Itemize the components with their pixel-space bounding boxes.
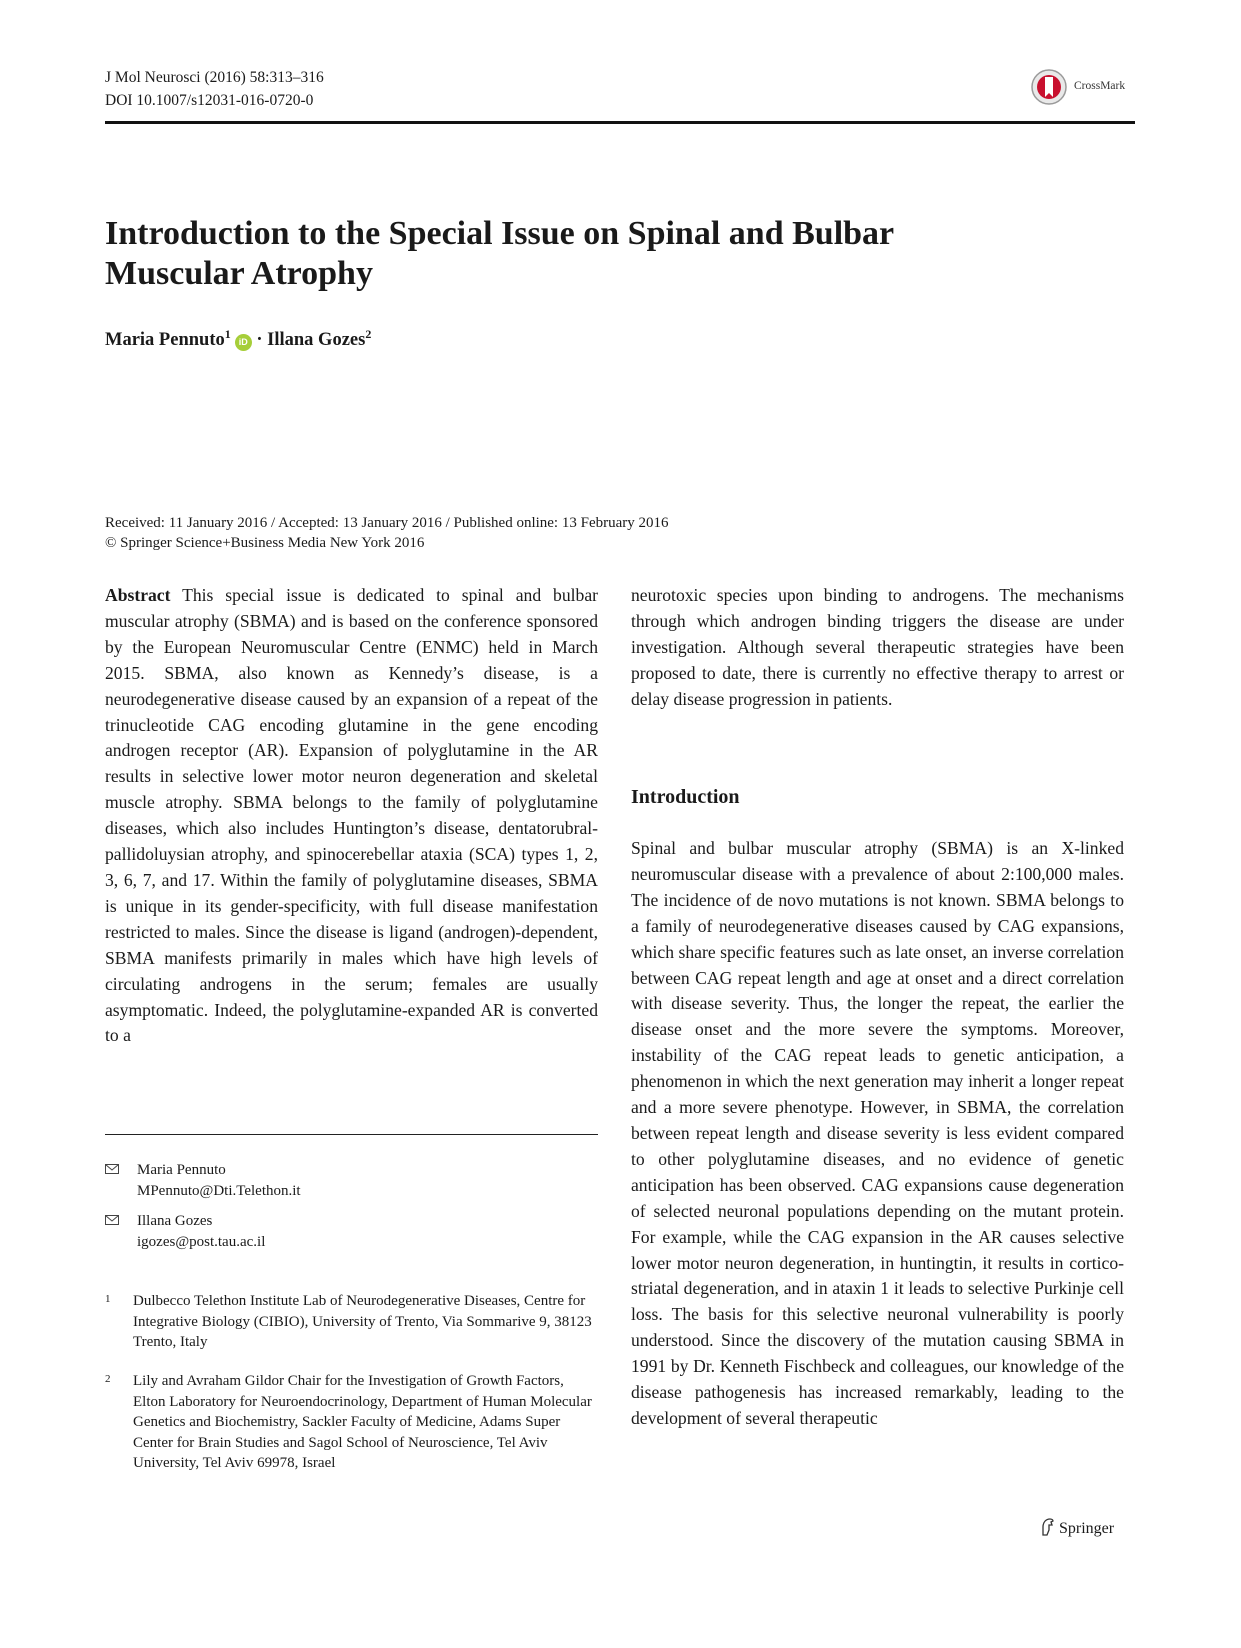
abstract-right-column [631, 583, 1124, 713]
affiliation-text: Dulbecco Telethon Institute Lab of Neurodegenerative Diseases, Centre for Integrative Biology (CIBIO), University of Trento, Via Sommarive 9, 38123 Trento, Italy [133, 1293, 592, 1350]
author-2-affil: 2 [365, 327, 372, 341]
journal-citation [105, 66, 324, 112]
author-2-name[interactable]: Illana Gozes [267, 330, 366, 350]
copyright-line: © Springer Science+Business Media New York 2016 [105, 535, 425, 551]
correspondence-1 [105, 1160, 301, 1202]
doi-link[interactable]: DOI 10.1007/s12031-016-0720-0 [105, 92, 314, 109]
crossmark-label: CrossMark [1074, 80, 1126, 92]
crossmark-icon [1030, 68, 1068, 106]
footnote-rule [105, 1134, 598, 1135]
abstract-left-column [105, 583, 598, 1049]
journal-line: J Mol Neurosci (2016) 58:313–316 [105, 69, 324, 86]
author-1-affil: 1 [224, 327, 231, 341]
publication-dates [105, 513, 669, 553]
author-1-name[interactable]: Maria Pennuto [105, 330, 225, 350]
affiliation-2 [105, 1371, 598, 1474]
crossmark-badge[interactable] [1030, 68, 1140, 108]
correspondence-name: Maria Pennuto [137, 1162, 226, 1178]
orcid-icon[interactable]: iD [235, 334, 252, 351]
header-rule [105, 121, 1135, 124]
affiliation-number: 1 [105, 1293, 111, 1305]
title-line-2: Muscular Atrophy [105, 255, 373, 292]
history-dates: Received: 11 January 2016 / Accepted: 13 January 2016 / Published online: 13 February 2016 [105, 515, 669, 531]
abstract-text-left: This special issue is dedicated to spinal and bulbar muscular atrophy (SBMA) and is based on the conference sponsored by the European Neuromuscular Centre (ENMC) held in March 2015. SBMA, also known as Kennedy’s disease, is a neurodegenerative disease caused by an expansion of a repeat of the trinucleotide CAG encoding glutamine in the gene encoding androgen receptor (AR). Expansion of polyglutamine in the AR results in selective lower motor neuron degeneration and skeletal muscle atrophy. SBMA belongs to the family of polyglutamine diseases, which also includes Huntington’s disease, dentatorubral-pallidoluysian atrophy, and spinocerebellar ataxia (SCA) types 1, 2, 3, 6, 7, and 17. Within the family of polyglutamine diseases, SBMA is unique in its gender-specificity, with full disease manifestation restricted to males. Since the disease is ligand (androgen)-dependent, SBMA manifests primarily in males which have high levels of circulating androgens in the serum; females are usually asymptomatic. Indeed, the polyglutamine-expanded AR is converted to a [105, 585, 598, 1046]
correspondence-email[interactable]: MPennuto@Dti.Telethon.it [137, 1183, 301, 1199]
abstract-text-right: neurotoxic species upon binding to androgens. The mechanisms through which androgen binding triggers the disease are under investigation. Although several therapeutic strategies have been proposed to date, there is currently no effective therapy to arrest or delay disease progression in patients. [631, 585, 1124, 709]
envelope-icon [105, 1215, 119, 1225]
author-separator: · [256, 330, 263, 350]
affiliation-text: Lily and Avraham Gildor Chair for the Investigation of Growth Factors, Elton Laboratory for Neuroendocrinology, Department of Human Molecular Genetics and Biochemistry, Sackler Faculty of Medicine, Adams Super Center for Brain Studies and Sagol School of Neuroscience, Tel Aviv University, Tel Aviv 69978, Israel [133, 1373, 592, 1471]
correspondence-name: Illana Gozes [137, 1213, 213, 1229]
abstract-label: Abstract [105, 585, 171, 605]
title-line-1: Introduction to the Special Issue on Spinal and Bulbar [105, 215, 895, 252]
introduction-heading: Introduction [631, 786, 740, 808]
introduction-body [631, 836, 1124, 1432]
affiliation-number: 2 [105, 1373, 111, 1385]
introduction-text: Spinal and bulbar muscular atrophy (SBMA) is an X-linked neuromuscular disease with a prevalence of about 2:100,000 males. The incidence of de novo mutations is not known. SBMA belongs to a family of neurodegenerative diseases caused by CAG expansions, which share specific features such as late onset, an inverse correlation between CAG repeat length and age at onset and a direct correlation with disease severity. Thus, the longer the repeat, the earlier the disease onset and the more severe the symptoms. Moreover, instability of the CAG repeat leads to genetic anticipation, a phenomenon in which the next generation may inherit a longer repeat and a more severe phenotype. However, in SBMA, the correlation between repeat length and disease severity is less evident compared to other polyglutamine diseases, and no evidence of genetic anticipation has been observed. CAG expansions cause degeneration of selected neuronal populations depending on the mutant protein. For example, while the CAG expansion in the AR causes selective lower motor neuron degeneration, in huntingtin, it results in cortico-striatal degeneration, and in ataxin 1 it leads to selective Purkinje cell loss. The basis for this selective neuronal vulnerability is poorly understood. Since the discovery of the mutation causing SBMA in 1991 by Dr. Kenneth Fischbeck and colleagues, our knowledge of the disease pathogenesis has increased remarkably, leading to the development of several therapeutic [631, 838, 1124, 1428]
correspondence-2 [105, 1211, 265, 1253]
publisher-logo [1040, 1518, 1114, 1538]
correspondence-email[interactable]: igozes@post.tau.ac.il [137, 1234, 266, 1250]
author-list [105, 327, 371, 351]
affiliation-1 [105, 1291, 598, 1353]
springer-horse-icon [1040, 1518, 1055, 1536]
article-title [105, 214, 1005, 294]
abstract-paragraph [105, 583, 598, 1049]
envelope-icon [105, 1164, 119, 1174]
publisher-name: Springer [1059, 1520, 1115, 1537]
